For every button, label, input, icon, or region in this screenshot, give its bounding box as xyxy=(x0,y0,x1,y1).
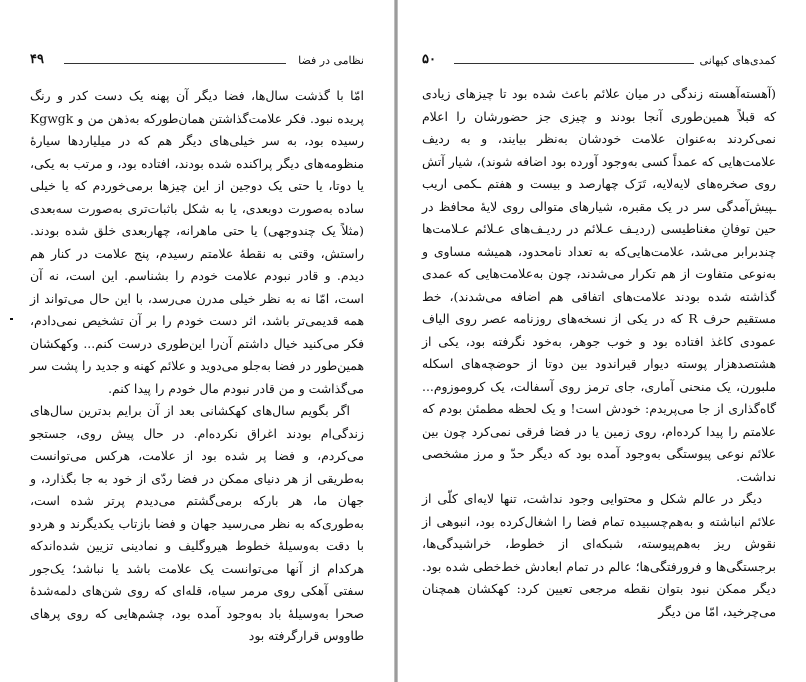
scan-speck xyxy=(10,318,13,320)
right-page-header xyxy=(422,54,776,72)
header-rule xyxy=(64,63,286,64)
left-page xyxy=(0,0,394,682)
paragraph: دیگر در عالم شکل و محتوایی وجود نداشت، تنها لایه‌ای کلّی از علائم انباشته و به‌هم‌چسبیده تمام فضا را اشغال‌کرده بود، انبوهی از نقوش ریز به‌هم‌پیوسته، شبکه‌ای از خطوط، خراشیدگی‌ها، برجستگی‌ها و فرورفتگی‌ها؛ عالم در تمام ابعادش خط‌خطی شده بود. دیگر ممکن نبود بتوان نقطه مرجعی تعیین کرد: کهکشان همچنان می‌چرخید، امّا من دیگر xyxy=(422,491,776,619)
right-page xyxy=(398,0,806,682)
left-page-header xyxy=(30,54,364,72)
body-text xyxy=(422,83,776,623)
paragraph: اگر بگویم سال‌های کهکشانی بعد از آن برایم بدترین سال‌های زندگی‌ام بودند اغراق نکرده‌ام. در حال پیش روی، جستجو می‌کردم، و فضا پر شده بود از علامت، هرکس می‌توانست به‌طریقی از هر دنیای ممکن در فضا ردّی از خود به جا بگذارد، و جهان ما، هر بارکه برمی‌گشتم می‌دیدم پرتر شده است، به‌طوری‌که به نظر می‌رسید جهان و فضا بازتاب یکدیگرند و هردو با دقت به‌وسیلهٔ خطوط هیروگلیف و نمادینی تزیین شده‌اندکه هرکدام از آنها می‌توانست یک علامت باشد یا نباشد؛ یک‌جور سفتی آهکی روی مرمر سیاه، قله‌ای که روی شن‌های دلمه‌شدهٔ صحرا به‌وسیلهٔ باد به‌وجود آمده بود، چشم‌هایی که روی پرهای طاووس قرارگرفته بود xyxy=(30,403,364,643)
paragraph: امّا با گذشت سال‌ها، فضا دیگر آن پهنه یک دست کدر و رنگ پریده نبود. فکر علامت‌گذاشتن همان‌طورکه به‌ذهن من و Kgwgk رسیده بود، به سر خیلی‌های دیگر هم که در میلیاردها سیارهٔ منظومه‌های دیگر پراکنده شده بودند، افتاده بود، و مرتب به یکی، یا دوتا، یا حتی یک دوجین از این چیزها برمی‌خوردم که یا خیلی ساده به‌صورت دوبعدی، یا به شکل باثبات‌تری به‌صورت سه‌بعدی (مثلاً یک چندوجهی) یا حتی ماهرانه، چهاربعدی خلق شده بودند. راستش، وقتی به نقطهٔ علامتم رسیدم، پنج علامت در کنار هم دیدم. و قادر نبودم علامت خودم را بشناسم. این است، نه آن است، امّا نه به نظر خیلی مدرن می‌رسد، با این حال می‌تواند از همه قدیمی‌تر باشد، اثر دست خودم را بر آن تشخیص نمی‌دادم، فکر می‌کنید خیال داشتم آن‌را این‌طوری درست کنم... وکهکشان همین‌طور در فضا به‌جلو می‌دوید و علائم کهنه و جدید را پشت سر می‌گذاشت و من قادر نبودم مال خودم را پیدا کنم. xyxy=(30,88,364,396)
paragraph: (آهسته‌آهسته زندگی در میان علائم باعث شده بود تا چیزهای زیادی که قبلاً همین‌طوری آنجا بودند و چیزی جز حضورشان را اعلام نمی‌کردند به‌عنوان علامت خودشان به‌نظر بیایند، و به ردیف علامت‌هایی که عمداً کسی به‌وجود آورده بود اضافه شوند)، شیار آتش روی صخره‌های لایه‌لایه، تَرَک چهارصد و بیست و هفتم ـکمی اریب ـپیش‌آمدگی سر در یک مقبره، شیارهای متوالی روی لایهٔ محافظ در حین توفانِ مغناطیسی (ردیـف عـلائم در ردیـف‌های عـلائم عـلامت‌ها چندبرابر می‌شد، علامت‌هایی‌که به تعداد نامحدود، همیشه مساوی و به‌نوعی متفاوت از هم تکرار می‌شدند، چون به‌علامت‌هایی که عمدی گذاشته شده بودند علامت‌های اتفاقی هم اضافه می‌شدند)، خط مستقیم حرف R که در یکی از نسخه‌های روزنامه عصر روی الیاف عمودی کاغذ افتاده بود و خوب جوهر، به‌خود نگرفته بود، یکی از هشتصدهزار پوسته دیوار قیراندود بین دوتا از حوضچه‌های اسکله ملبورن، یک منحنی آماری، جای ترمز روی آسفالت، یک کروموزوم... گاه‌گذاری از جا می‌پریدم: خودش است! و یک لحظه مطمئن بودم که علامتم را پیدا کرده‌ام، روی زمین یا در فضا فرقی نمی‌کرد چون بین علائم نوعی پیوستگی به‌وجود آمده بود که دیگر حدّ و مرز مشخصی نداشت. xyxy=(422,86,776,484)
body-text xyxy=(30,85,364,648)
running-title: کمدی‌های کیهانی xyxy=(699,54,776,67)
page-number: ۴۹ xyxy=(30,52,44,67)
page-number: ۵۰ xyxy=(422,52,436,67)
header-rule xyxy=(454,63,694,64)
running-title: نظامی در فضا xyxy=(298,54,364,67)
